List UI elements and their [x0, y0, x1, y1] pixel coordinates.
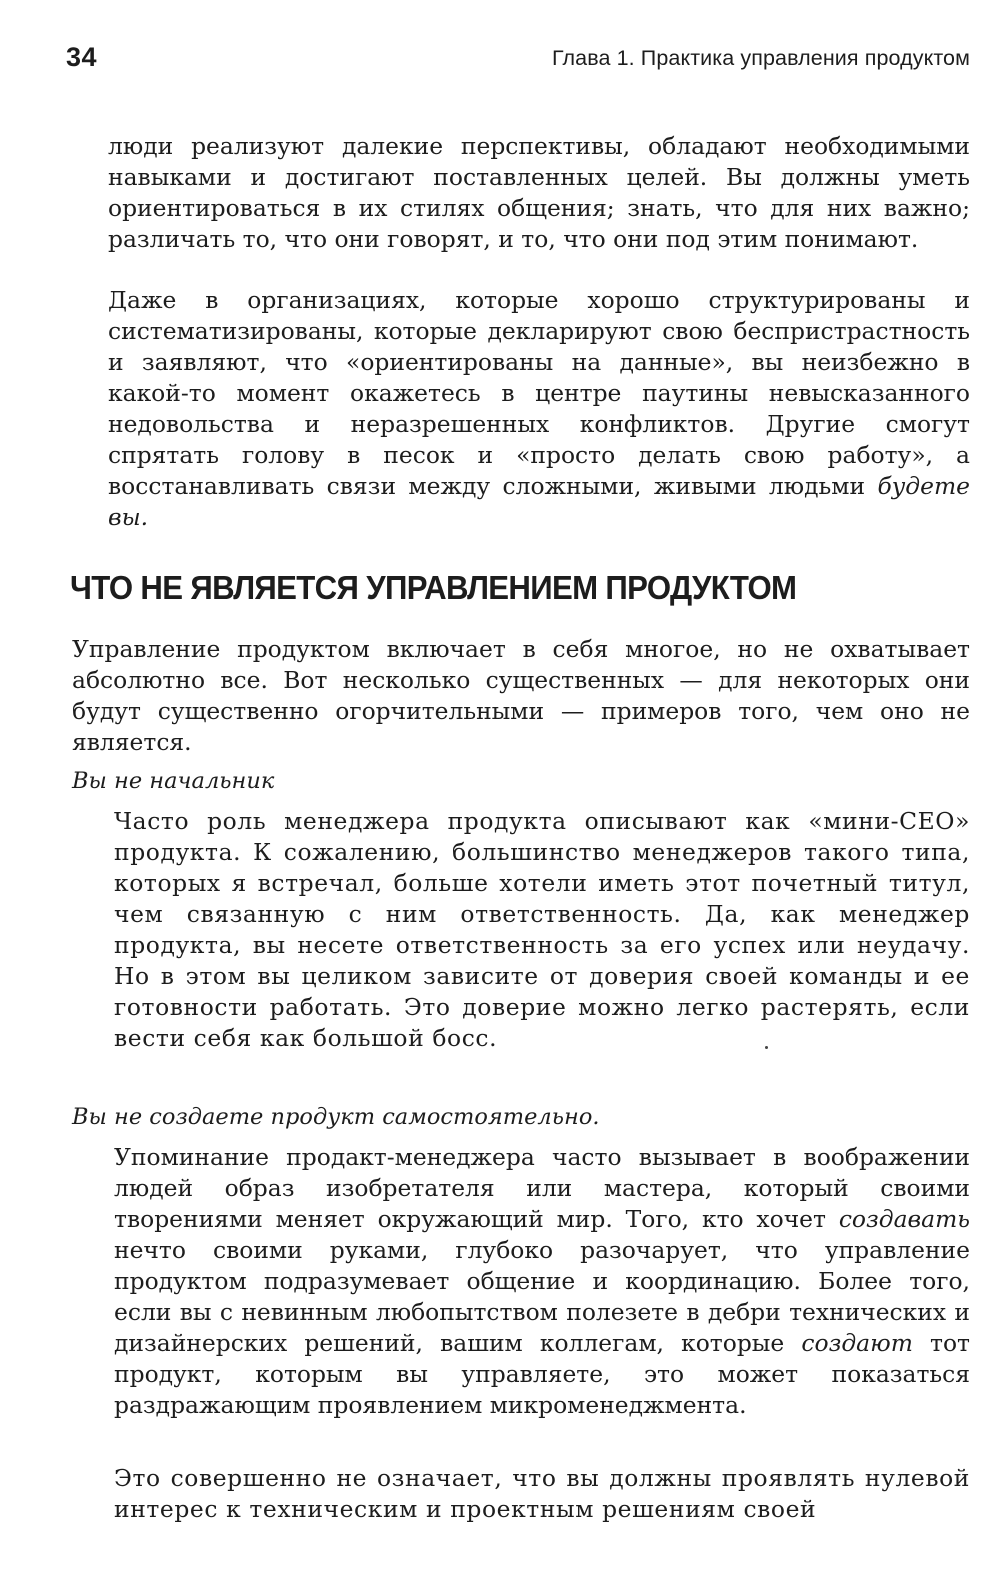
paragraph-text: Это совершенно не означает, что вы должны проявлять нулевой интерес к техническим и проектным решениям своей	[114, 1464, 970, 1523]
section-intro	[72, 634, 970, 758]
paragraph-text: Даже в организациях, которые хорошо структурированы и систематизированы, которые декларируют свою беспристрастность и заявляют, что «ориентированы на данные», вы неизбежно в какой-то момент окажетесь в центре паутины невысказанного недовольства и неразрешенных конфликтов. Другие смогут спрятать голову в песок и «просто делать свою работу», а восстанавливать связи между сложными, живыми людьми	[108, 286, 970, 500]
paragraph-text: Упоминание продакт-менеджера часто вызывает в воображении людей образ изобретателя или мастера, который своими творениями меняет окружающий мир. Того, кто хочет	[114, 1143, 970, 1233]
item-title-not-builder: Вы не создаете продукт самостоятельно.	[72, 1104, 600, 1130]
paragraph-text: Часто роль менеджера продукта описывают как «мини-CEO» продукта. К сожалению, большинство менеджеров такого типа, которых я встречал, больше хотели иметь этот почетный титул, чем связанную с ним ответственность. Да, как менеджер продукта, вы несете ответственность за его успех или неудачу. Но в этом вы целиком зависите от доверия своей команды и ее готовности работать. Это доверие можно легко растерять, если вести себя как большой босс.	[114, 807, 970, 1052]
emphasis-text: создают	[801, 1329, 913, 1357]
paragraph-intro-continued	[108, 131, 970, 255]
item-text-continued	[114, 1463, 970, 1525]
paragraph-text: тот продукт, которым вы управляете, это может показаться раздражающим проявлением микроменеджмента.	[114, 1329, 970, 1419]
page-number: 34	[66, 42, 98, 72]
emphasis-text: будете вы.	[108, 472, 970, 531]
item-text-not-builder	[114, 1142, 970, 1421]
paragraph-text: люди реализуют далекие перспективы, обладают необходимыми навыками и достигают поставленных целей. Вы должны уметь ориентироваться в их стилях общения; знать, что для них важно; различать то, что они говорят, и то, что они под этим понимают.	[108, 132, 970, 253]
chapter-title: Глава 1. Практика управления продуктом	[551, 46, 970, 70]
emphasis-text: создавать	[838, 1205, 970, 1233]
paragraph-text: нечто своими руками, глубоко разочарует, что управление продуктом подразумевает общение и координацию. Более того, если вы с невинным любопытством полезете в дебри технических и дизайнерских решений, вашим коллегам, которые	[114, 1236, 970, 1357]
running-header	[66, 42, 970, 82]
paragraph-organizations	[108, 285, 970, 533]
item-text-not-boss	[114, 806, 970, 1054]
section-heading: ЧТО НЕ ЯВЛЯЕТСЯ УПРАВЛЕНИЕМ ПРОДУКТОМ	[70, 570, 797, 607]
print-speck	[765, 1046, 768, 1049]
item-title-not-boss: Вы не начальник	[72, 768, 275, 794]
paragraph-text: Управление продуктом включает в себя многое, но не охватывает абсолютно все. Вот несколько существенных — для некоторых они будут существенно огорчительными — примеров того, чем оно не является.	[72, 635, 970, 756]
